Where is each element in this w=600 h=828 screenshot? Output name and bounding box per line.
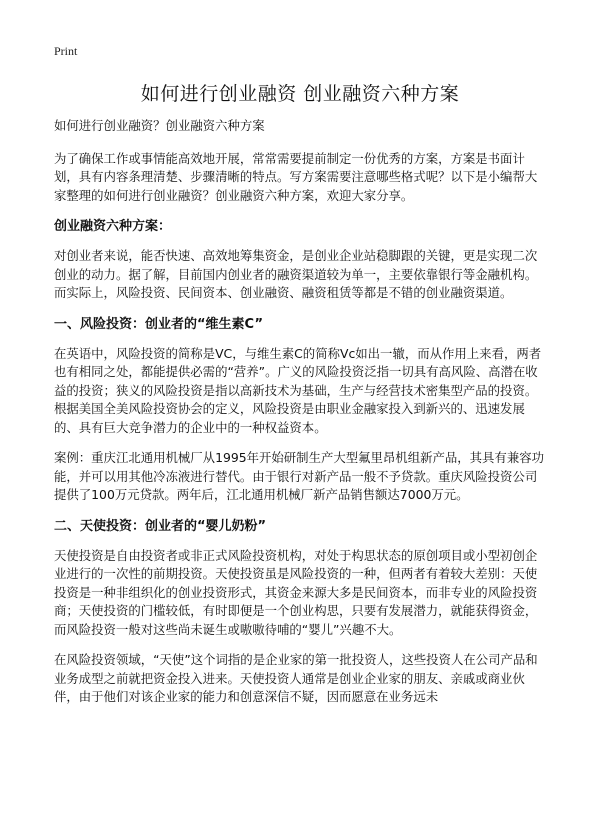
document-subtitle: 如何进行创业融资？创业融资六种方案 [54,118,265,133]
section-heading-2: 二、天使投资：创业者的“婴儿奶粉” [54,518,267,534]
paragraph-5: 在风险投资领域，“天使”这个词指的是企业家的第一批投资人，这些投资人在公司产品和业务成型之前就把资金投入进来。天使投资人通常是创业企业家的朋友、亲戚或商业伙伴，由于他们对该企业家的能力和创意深信不疑，因而愿意在业务远未 [54,652,538,704]
print-link[interactable]: Print [54,44,78,58]
paragraph-2: 在英语中，风险投资的简称是VC，与维生素C的简称Vc如出一辙，而从作用上来看，两者也有相同之处，都能提供必需的“营养”。广义的风险投资泛指一切具有高风险、高潜在收益的投资；狭义的风险投资是指以高新技术为基础，生产与经营技术密集型产品的投资。根据美国全美风险投资协会的定义，风险投资是由职业金融家投入到新兴的、迅速发展的、具有巨大竞争潜力的企业中的一种权益资本。 [54,345,542,435]
paragraph-1: 对创业者来说，能否快速、高效地筹集资金，是创业企业站稳脚跟的关键，更是实现二次创业的动力。据了解，目前国内创业者的融资渠道较为单一，主要依靠银行等金融机构。而实际上，风险投资、民间资本、创业融资、融资租赁等都是不错的创业融资渠道。 [54,248,538,300]
document-body [54,117,548,719]
document-title: 如何进行创业融资 创业融资六种方案 [140,83,460,105]
section-heading-1: 一、风险投资：创业者的“维生素C” [54,316,264,332]
intro-paragraph: 为了确保工作或事情能高效地开展，常常需要提前制定一份优秀的方案，方案是书面计划，具有内容条理清楚、步骤清晰的特点。写方案需要注意哪些格式呢？以下是小编帮大家整理的如何进行创业融资？创业融资六种方案，欢迎大家分享。 [54,150,538,203]
section-heading-main: 创业融资六种方案： [54,219,172,234]
paragraph-4: 天使投资是自由投资者或非正式风险投资机构，对处于构思状态的原创项目或小型初创企业进行的一次性的前期投资。天使投资虽是风险投资的一种，但两者有着较大差别：天使投资是一种非组织化的创业投资形式，其资金来源大多是民间资本，而非专业的风险投资商；天使投资的门槛较低，有时即便是一个创业构思，只要有发展潜力，就能获得资金，而风险投资一般对这些尚未诞生或嗷嗷待哺的“婴儿”兴趣不大。 [54,547,538,637]
paragraph-3: 案例：重庆江北通用机械厂从1995年开始研制生产大型氟里昂机组新产品，其具有兼容功能，并可以用其他冷冻液进行替代。由于银行对新产品一般不予贷款。重庆风险投资公司提供了100万元贷款。两年后，江北通用机械厂新产品销售额达7000万元。 [54,450,544,502]
